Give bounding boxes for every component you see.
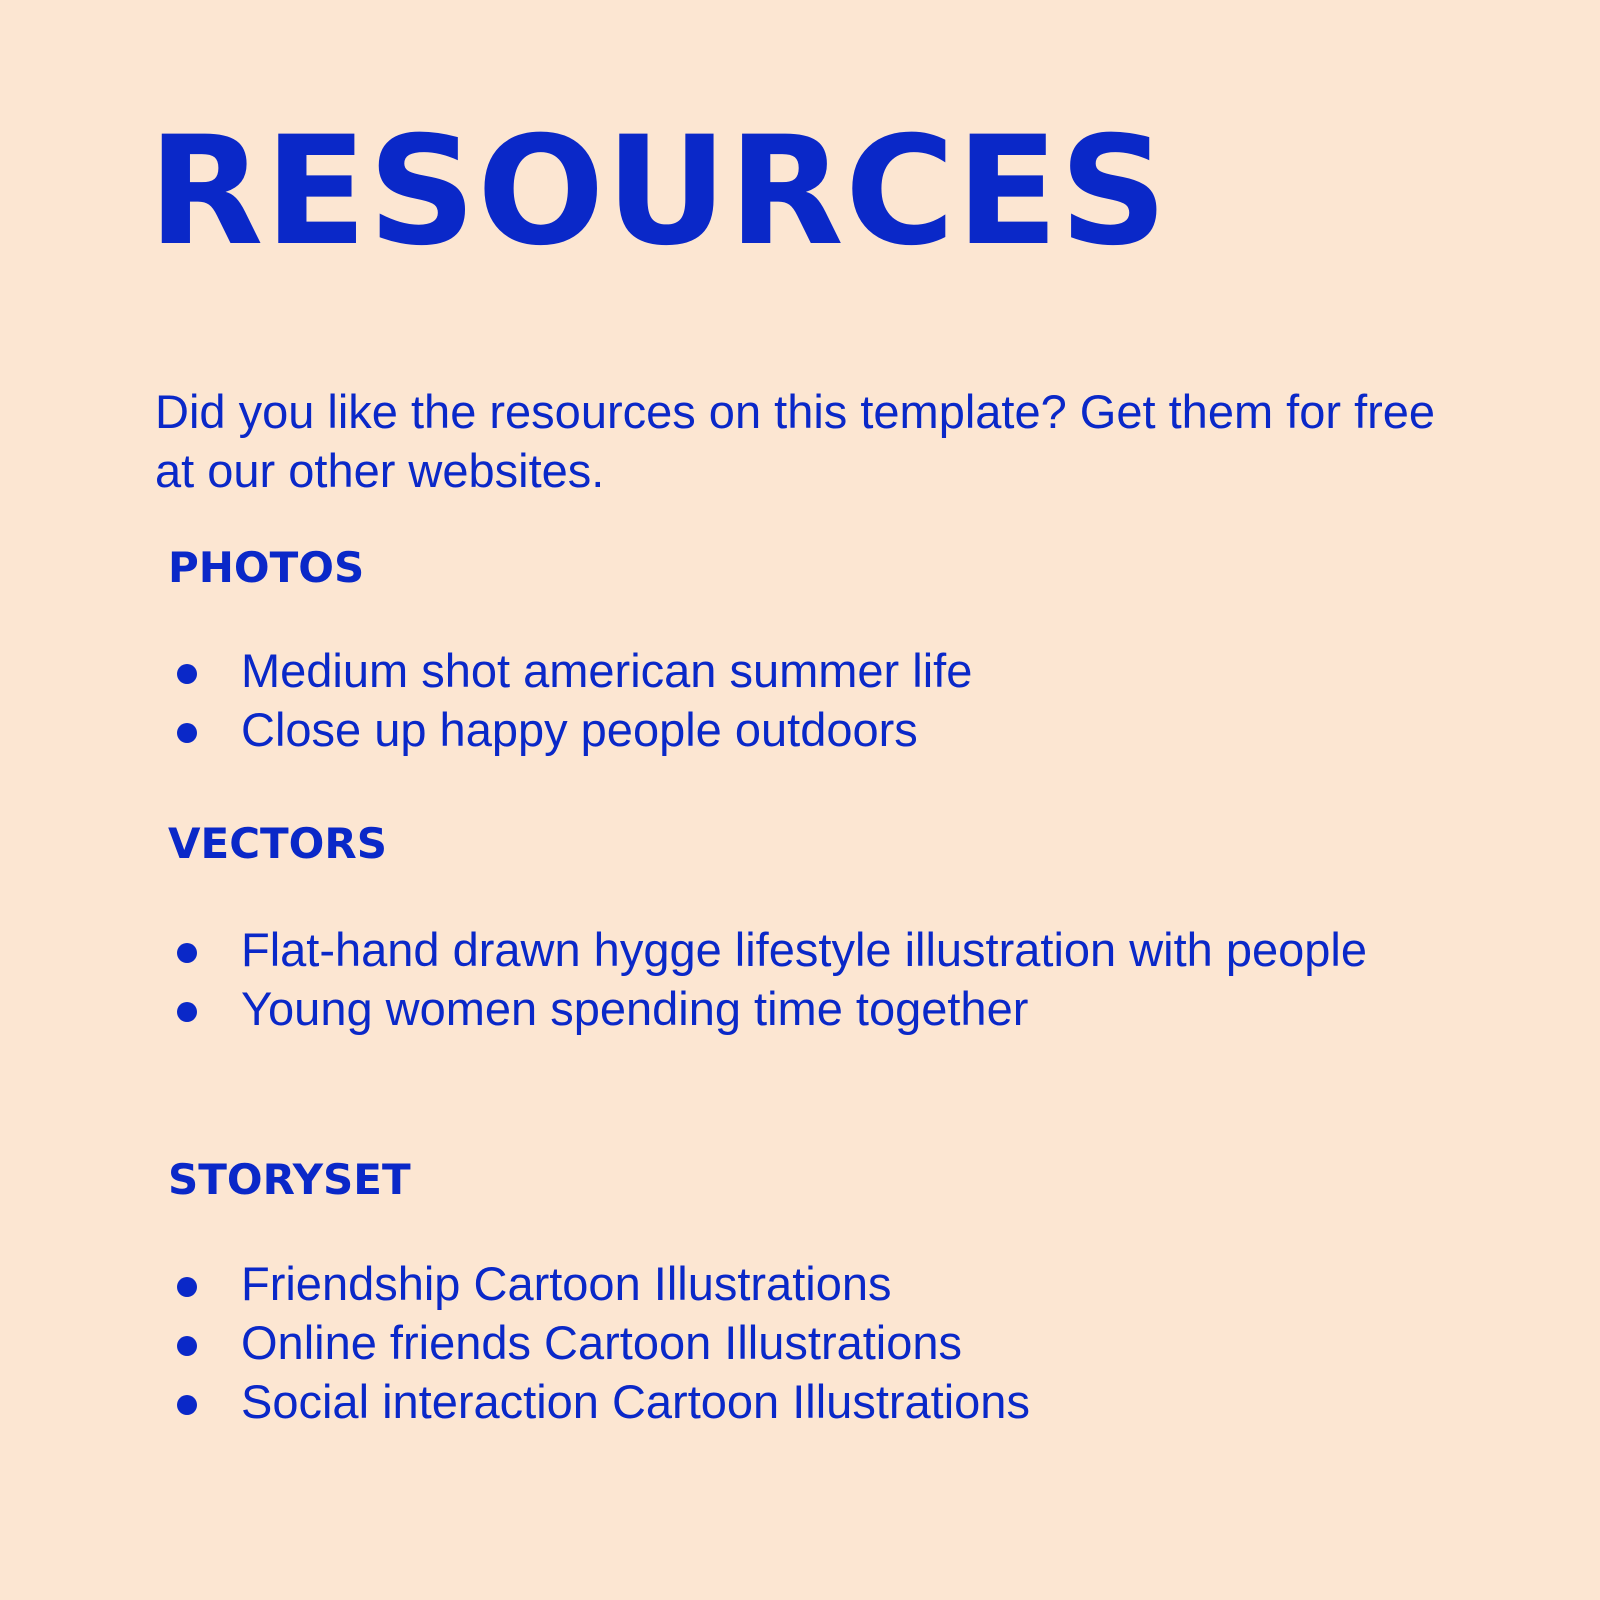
section-heading-storyset: STORYSET xyxy=(168,1155,411,1204)
section-photos xyxy=(168,543,1448,759)
list-item[interactable] xyxy=(168,920,1448,979)
list-item[interactable] xyxy=(168,700,1448,759)
section-heading-vectors: VECTORS xyxy=(168,819,387,868)
bullet-icon xyxy=(177,664,197,684)
list-item-label: Social interaction Cartoon Illustrations xyxy=(241,1375,1030,1428)
photos-list xyxy=(168,641,1448,759)
section-vectors xyxy=(168,819,1448,1038)
list-item[interactable] xyxy=(168,1254,1448,1313)
bullet-icon xyxy=(177,1277,197,1297)
bullet-icon xyxy=(177,943,197,963)
list-item[interactable] xyxy=(168,1313,1448,1372)
list-item[interactable] xyxy=(168,1372,1448,1431)
bullet-icon xyxy=(177,1002,197,1022)
list-item-label: Online friends Cartoon Illustrations xyxy=(241,1316,963,1369)
list-item-label: Flat-hand drawn hygge lifestyle illustration with people xyxy=(241,923,1368,976)
page-title: RESOURCES xyxy=(148,105,1169,279)
section-heading-photos: PHOTOS xyxy=(168,543,365,592)
list-item-label: Young women spending time together xyxy=(241,982,1029,1035)
list-item-label: Friendship Cartoon Illustrations xyxy=(241,1257,892,1310)
bullet-icon xyxy=(177,723,197,743)
list-item[interactable] xyxy=(168,641,1448,700)
vectors-list xyxy=(168,920,1448,1038)
list-item-label: Medium shot american summer life xyxy=(241,644,973,697)
list-item[interactable] xyxy=(168,979,1448,1038)
intro-text: Did you like the resources on this template? Get them for free at our other websites. xyxy=(155,385,1436,497)
storyset-list xyxy=(168,1254,1448,1431)
list-item-label: Close up happy people outdoors xyxy=(241,703,918,756)
bullet-icon xyxy=(177,1395,197,1415)
bullet-icon xyxy=(177,1336,197,1356)
section-storyset xyxy=(168,1155,1448,1431)
